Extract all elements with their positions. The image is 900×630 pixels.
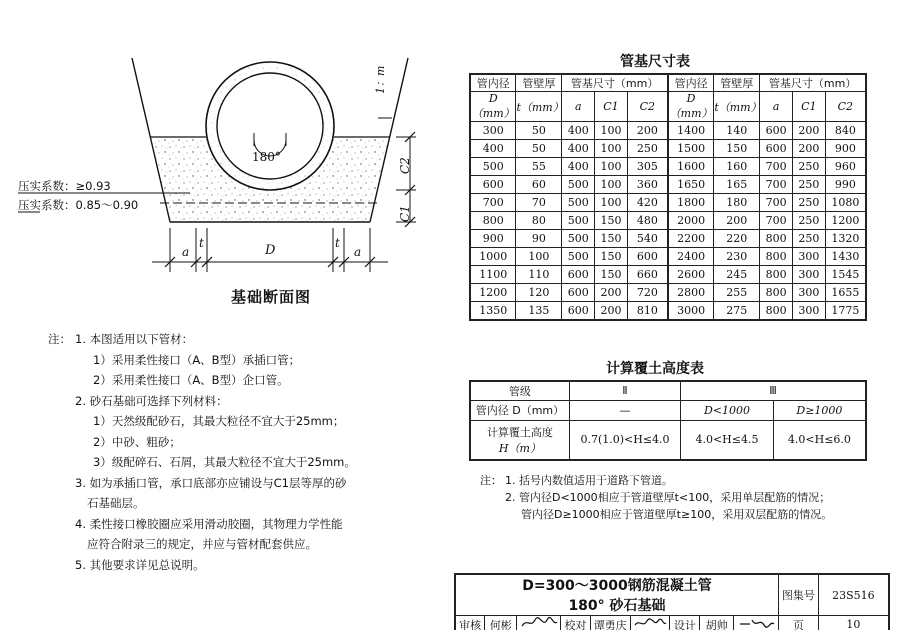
table-cell: 160 <box>714 158 760 176</box>
table-cell: 500 <box>562 194 595 212</box>
cover-dia-3b: D≥1000 <box>773 400 866 420</box>
table-cell: 140 <box>714 122 760 140</box>
table-cell: 200 <box>595 284 628 302</box>
signature-mark <box>519 616 559 630</box>
compaction-label-2: 压实系数：0.85～0.90 <box>18 198 139 212</box>
note-line: 3. 如为承插口管，承口底部亦应铺设与C1层等厚的砂 <box>75 475 347 490</box>
header-c1: C1 <box>595 92 628 122</box>
cover-note-line: 2. 管内径D<1000相应于管道壁厚t<100，采用单层配筋的情况； <box>505 491 831 504</box>
signature-mark <box>632 616 668 630</box>
table-cell: 200 <box>595 302 628 320</box>
table-cell: 255 <box>714 284 760 302</box>
note-line: 2）中砂、粗砂； <box>93 434 181 449</box>
drawing-title-line1: D=300～3000钢筋混凝土管 <box>522 578 712 594</box>
table-cell: 800 <box>760 302 793 320</box>
table-cell: 600 <box>562 266 595 284</box>
table-cell: 245 <box>714 266 760 284</box>
table-cell: 70 <box>516 194 562 212</box>
table-cell: 50 <box>516 140 562 158</box>
table-cell: 700 <box>760 194 793 212</box>
table-cell: 250 <box>627 140 668 158</box>
table-cell: 305 <box>627 158 668 176</box>
table-row <box>470 230 866 248</box>
table-cell: 100 <box>595 176 628 194</box>
angle-label: 180° <box>252 150 281 164</box>
table-cell: 700 <box>470 194 516 212</box>
table-cell: 700 <box>760 212 793 230</box>
atlas-number: 23S516 <box>818 574 889 616</box>
table-cell: 840 <box>825 122 866 140</box>
design-name: 胡帅 <box>700 616 734 630</box>
table-row <box>470 302 866 320</box>
note-line: 应符合附录三的规定，并应与管材配套供应。 <box>87 537 317 551</box>
table-row <box>470 284 866 302</box>
header-c1: C1 <box>792 92 825 122</box>
table-cell: 600 <box>470 176 516 194</box>
header-d-unit: D（mm） <box>669 92 713 120</box>
table-cell: 1080 <box>825 194 866 212</box>
table-cell: 810 <box>627 302 668 320</box>
header-base: 管基尺寸（mm） <box>562 74 668 92</box>
table-cell: 900 <box>825 140 866 158</box>
dim-t-right-label: t <box>335 236 340 250</box>
slope-label: 1：m <box>374 65 387 94</box>
table-row <box>470 176 866 194</box>
table-cell: 480 <box>627 212 668 230</box>
cover-header-dia: 管内径 D（mm） <box>470 400 569 420</box>
dim-c1-label: C1 <box>398 205 412 222</box>
header-c2: C2 <box>825 92 866 122</box>
table-cell: 1000 <box>470 248 516 266</box>
header-wall: 管壁厚 <box>714 74 760 92</box>
table-cell: 540 <box>627 230 668 248</box>
table-cell: 960 <box>825 158 866 176</box>
table-row <box>470 248 866 266</box>
table-cell: 420 <box>627 194 668 212</box>
note-line: 5. 其他要求详见总说明。 <box>75 557 205 572</box>
dim-c2-label: C2 <box>398 157 412 174</box>
table-cell: 2400 <box>668 248 714 266</box>
drawing-title <box>455 574 779 616</box>
table-cell: 1200 <box>825 212 866 230</box>
cover-grade-2: Ⅱ <box>569 381 680 400</box>
table-cell: 800 <box>760 248 793 266</box>
table-cell: 660 <box>627 266 668 284</box>
table-cell: 900 <box>470 230 516 248</box>
header-c2: C2 <box>627 92 668 122</box>
table-cell: 500 <box>562 212 595 230</box>
table-cell: 300 <box>792 248 825 266</box>
table-row <box>470 140 866 158</box>
table-cell: 500 <box>470 158 516 176</box>
table-cell: 600 <box>627 248 668 266</box>
table-cell: 600 <box>760 122 793 140</box>
cover-header-grade: 管级 <box>470 381 569 400</box>
table-cell: 100 <box>516 248 562 266</box>
review-label: 审核 <box>455 616 485 630</box>
table-cell: 600 <box>562 302 595 320</box>
table-cell: 800 <box>760 230 793 248</box>
header-inner-dia: 管内径 <box>470 74 516 92</box>
check-signature <box>630 616 670 630</box>
pipe-base-dimension-table <box>469 73 867 321</box>
header-inner-dia: 管内径 <box>668 74 714 92</box>
note-line: 4. 柔性接口橡胶圈应采用滑动胶圈，其物理力学性能 <box>75 516 343 531</box>
table-cell: 300 <box>470 122 516 140</box>
cover-height-2: 0.7(1.0)<H≤4.0 <box>569 420 680 460</box>
table-cell: 720 <box>627 284 668 302</box>
page-label: 页 <box>779 616 819 630</box>
dim-t-left-label: t <box>199 236 204 250</box>
cover-height-3b: 4.0<H≤6.0 <box>773 420 866 460</box>
cover-header-height-line1: 计算覆土高度 <box>486 425 553 439</box>
table-cell: 500 <box>562 230 595 248</box>
table-cell: 180 <box>714 194 760 212</box>
section-title: 基础断面图 <box>231 288 312 306</box>
table-cell: 200 <box>792 140 825 158</box>
table-cell: 1430 <box>825 248 866 266</box>
table-cell: 1200 <box>470 284 516 302</box>
table-cell: 1655 <box>825 284 866 302</box>
review-signature <box>517 616 561 630</box>
table-cell: 1545 <box>825 266 866 284</box>
table-cell: 150 <box>595 248 628 266</box>
design-label: 设计 <box>670 616 700 630</box>
table-cell: 100 <box>595 158 628 176</box>
table-cell: 1800 <box>668 194 714 212</box>
table-row <box>470 194 866 212</box>
table-cell: 200 <box>627 122 668 140</box>
table-row <box>470 212 866 230</box>
table-cell: 990 <box>825 176 866 194</box>
table-cell: 300 <box>792 284 825 302</box>
cover-note-line: 1. 括号内数值适用于道路下管道。 <box>505 474 673 487</box>
table-cell: 2200 <box>668 230 714 248</box>
table-cell: 110 <box>516 266 562 284</box>
table-cell: 1400 <box>668 122 714 140</box>
table-cell: 600 <box>562 284 595 302</box>
design-signature <box>734 616 779 630</box>
cover-table-title: 计算覆土高度表 <box>606 361 704 377</box>
note-line: 3）级配碎石、石屑，其最大粒径不宜大于25mm。 <box>93 455 356 469</box>
table-cell: 2800 <box>668 284 714 302</box>
signature-mark <box>736 616 776 630</box>
notes-prefix: 注： <box>48 332 71 346</box>
table-cell: 1650 <box>668 176 714 194</box>
cover-note-line: 管内径D≥1000相应于管道壁厚t≥100，采用双层配筋的情况。 <box>521 508 833 521</box>
table-row <box>470 158 866 176</box>
table-cell: 100 <box>595 140 628 158</box>
table-cell: 100 <box>595 194 628 212</box>
table-cell: 3000 <box>668 302 714 320</box>
table-cell: 400 <box>470 140 516 158</box>
header-a: a <box>760 92 793 122</box>
atlas-label: 图集号 <box>779 574 819 616</box>
table-cell: 500 <box>562 248 595 266</box>
note-line: 石基础层。 <box>87 496 145 510</box>
header-t-unit: t（mm） <box>714 92 760 122</box>
table-cell: 400 <box>562 158 595 176</box>
table-cell: 275 <box>714 302 760 320</box>
table-cell: 150 <box>595 266 628 284</box>
table-cell: 500 <box>562 176 595 194</box>
title-block <box>454 573 890 630</box>
table-cell: 200 <box>714 212 760 230</box>
header-base: 管基尺寸（mm） <box>760 74 866 92</box>
cover-header-height <box>470 420 569 460</box>
header-wall: 管壁厚 <box>516 74 562 92</box>
table-cell: 250 <box>792 212 825 230</box>
cover-header-height-line2: H（m） <box>498 441 541 455</box>
table-cell: 60 <box>516 176 562 194</box>
table-cell: 90 <box>516 230 562 248</box>
dim-d-label: D <box>265 243 276 258</box>
review-name: 何彬 <box>485 616 517 630</box>
table-cell: 50 <box>516 122 562 140</box>
compaction-label-1: 压实系数：≥0.93 <box>18 179 111 193</box>
table-cell: 400 <box>562 140 595 158</box>
cover-notes-block <box>505 472 832 523</box>
table-cell: 1350 <box>470 302 516 320</box>
table-cell: 150 <box>595 230 628 248</box>
table-cell: 700 <box>760 158 793 176</box>
table-cell: 100 <box>595 122 628 140</box>
table-cell: 2000 <box>668 212 714 230</box>
table-cell: 200 <box>792 122 825 140</box>
cover-height-3a: 4.0<H≤4.5 <box>681 420 774 460</box>
table-cell: 2600 <box>668 266 714 284</box>
table-cell: 250 <box>792 194 825 212</box>
table-row <box>470 122 866 140</box>
table-cell: 250 <box>792 158 825 176</box>
foundation-section-drawing <box>0 0 460 290</box>
table-cell: 800 <box>760 284 793 302</box>
table-cell: 360 <box>627 176 668 194</box>
table-row <box>470 266 866 284</box>
table-cell: 165 <box>714 176 760 194</box>
cover-notes-prefix: 注： <box>480 474 502 487</box>
drawing-title-line2: 180° 砂石基础 <box>568 598 666 614</box>
header-d-unit: D（mm） <box>471 92 515 120</box>
header-a: a <box>562 92 595 122</box>
table-cell: 300 <box>792 266 825 284</box>
table-cell: 250 <box>792 176 825 194</box>
cover-dia-2: — <box>569 400 680 420</box>
table-cell: 800 <box>760 266 793 284</box>
table-cell: 150 <box>714 140 760 158</box>
table-cell: 1100 <box>470 266 516 284</box>
table-cell: 55 <box>516 158 562 176</box>
cover-height-table <box>469 380 867 461</box>
table-cell: 1500 <box>668 140 714 158</box>
table-cell: 230 <box>714 248 760 266</box>
note-line: 1）采用柔性接口（A、B型）承插口管； <box>93 352 301 367</box>
check-label: 校对 <box>561 616 591 630</box>
table-cell: 1600 <box>668 158 714 176</box>
dim-a-left-label: a <box>182 245 190 259</box>
table-cell: 250 <box>792 230 825 248</box>
table-cell: 1775 <box>825 302 866 320</box>
table-cell: 80 <box>516 212 562 230</box>
table-cell: 600 <box>760 140 793 158</box>
note-line: 2）采用柔性接口（A、B型）企口管。 <box>93 373 289 387</box>
check-name: 谭勇庆 <box>590 616 630 630</box>
note-line: 2. 砂石基础可选择下列材料： <box>75 393 228 408</box>
table-cell: 1320 <box>825 230 866 248</box>
cover-grade-3: Ⅲ <box>681 381 866 400</box>
table-cell: 400 <box>562 122 595 140</box>
header-t-unit: t（mm） <box>516 92 562 122</box>
note-line: 1）天然级配砂石，其最大粒径不宜大于25mm； <box>93 414 345 428</box>
dim-table-title: 管基尺寸表 <box>620 54 690 70</box>
dim-a-right-label: a <box>354 245 362 259</box>
note-line: 1. 本图适用以下管材： <box>75 332 194 346</box>
notes-block <box>75 329 356 575</box>
table-cell: 300 <box>792 302 825 320</box>
table-cell: 700 <box>760 176 793 194</box>
table-cell: 120 <box>516 284 562 302</box>
table-cell: 220 <box>714 230 760 248</box>
cover-dia-3a: D<1000 <box>681 400 774 420</box>
table-cell: 150 <box>595 212 628 230</box>
table-cell: 135 <box>516 302 562 320</box>
table-cell: 800 <box>470 212 516 230</box>
page-number: 10 <box>818 616 889 630</box>
